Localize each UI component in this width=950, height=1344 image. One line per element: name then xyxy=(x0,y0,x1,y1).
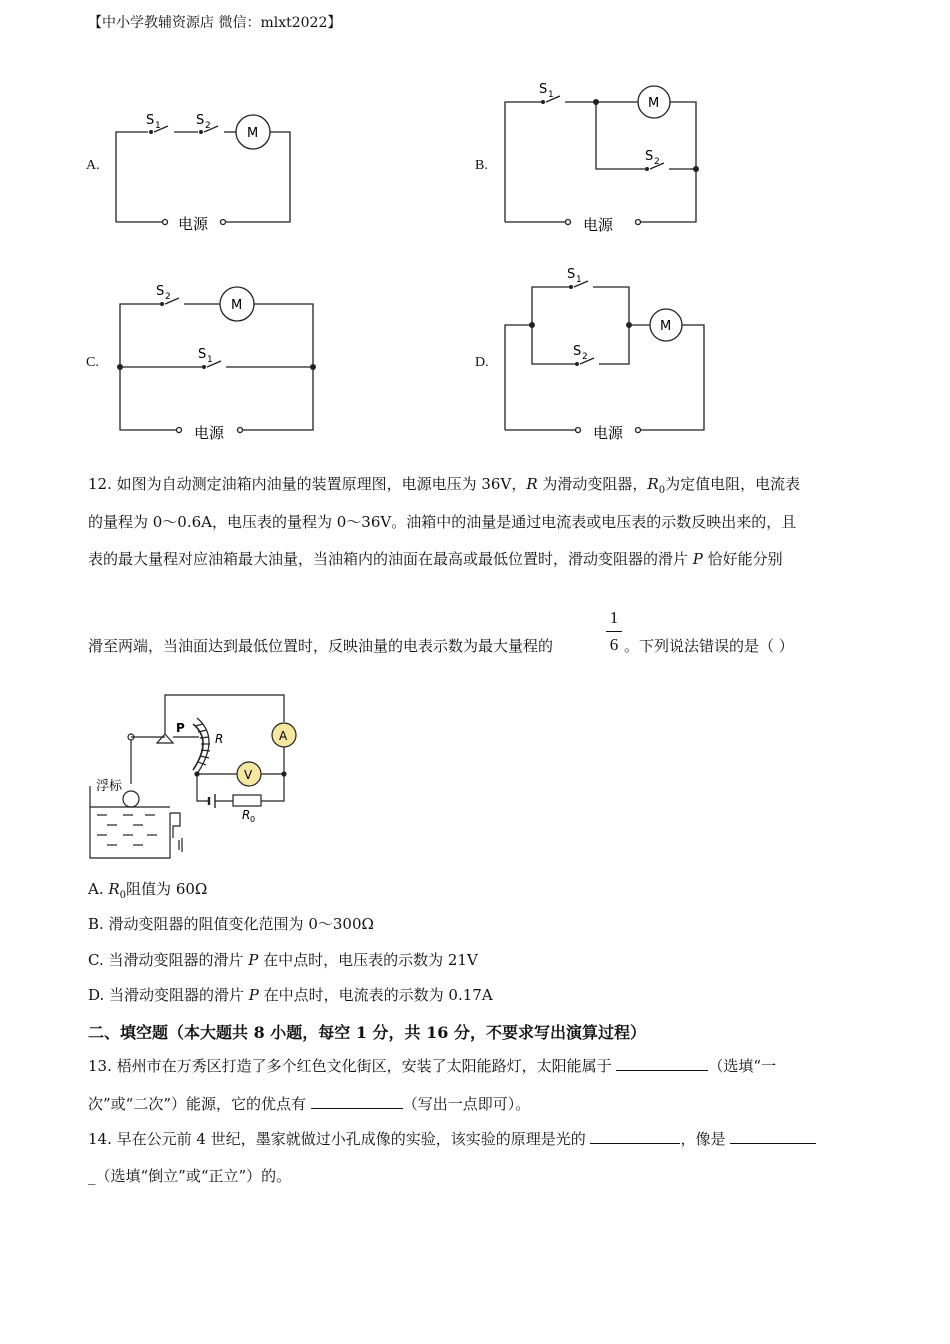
fraction-one-sixth: 1 6 xyxy=(606,608,622,655)
circuit-c-diagram xyxy=(110,280,325,445)
fig-label-r: R xyxy=(215,732,224,746)
circuit-b-s2: S xyxy=(645,149,654,164)
q14-line1: 14. 早在公元前 4 世纪，墨家就做过小孔成像的实验，该实验的原理是光的 ，像是 xyxy=(88,1129,816,1149)
circuit-a-s1: S xyxy=(146,113,155,128)
circuit-c-power: 电源 xyxy=(194,424,225,442)
circuit-d-label: D. xyxy=(475,355,489,370)
page-header: 【中小学教辅资源店 微信：mlxt2022】 xyxy=(88,15,342,31)
q13-line2: 次”或“二次”）能源，它的优点有 （写出一点即可）。 xyxy=(88,1095,531,1113)
circuit-c-motor: M xyxy=(231,298,243,313)
q12-line1: 12. 如图为自动测定油箱内油量的装置原理图，电源电压为 36V，R 为滑动变阻器，$R_0$为定值电阻，电流表 xyxy=(88,475,801,496)
svg-text:1: 1 xyxy=(548,90,554,100)
section-2-heading: 二、填空题（本大题共 8 小题，每空 1 分，共 16 分，不要求写出演算过程） xyxy=(88,1023,646,1042)
circuit-a-diagram xyxy=(100,100,300,240)
circuit-b-diagram xyxy=(495,75,715,240)
option-d: D. 当滑动变阻器的滑片 P 在中点时，电流表的示数为 0.17A xyxy=(88,986,493,1004)
circuit-c-label: C. xyxy=(86,355,99,370)
circuit-a-power: 电源 xyxy=(178,215,209,233)
option-c: C. 当滑动变阻器的滑片 P 在中点时，电压表的示数为 21V xyxy=(88,951,478,969)
circuit-d-s2: S xyxy=(573,344,582,359)
circuit-c-s1: S xyxy=(198,347,207,362)
q13-line1: 13. 梧州市在万秀区打造了多个红色文化街区，安装了太阳能路灯，太阳能属于 （选填“一 xyxy=(88,1057,777,1075)
circuit-a-label: A. xyxy=(86,158,100,173)
q12-line4a: 滑至两端，当油面达到最低位置时，反映油量的电表示数为最大量程的 xyxy=(88,637,554,655)
voltmeter-label: V xyxy=(244,768,253,782)
svg-text:1: 1 xyxy=(155,121,161,131)
fig-label-p: P xyxy=(176,721,185,735)
svg-text:1: 1 xyxy=(207,355,213,365)
svg-text:2: 2 xyxy=(582,352,588,362)
svg-text:1: 1 xyxy=(576,275,582,285)
option-b: B. 滑动变阻器的阻值变化范围为 0～300Ω xyxy=(88,915,374,933)
circuit-d-power: 电源 xyxy=(593,424,624,442)
fuel-gauge-figure xyxy=(85,688,310,866)
fig-label-r0: R xyxy=(242,808,251,822)
circuit-d-s1: S xyxy=(567,267,576,282)
svg-text:2: 2 xyxy=(654,157,660,167)
svg-text:2: 2 xyxy=(205,121,211,131)
circuit-d-diagram xyxy=(495,260,720,445)
circuit-b-label: B. xyxy=(475,158,488,173)
q13-blank-2[interactable] xyxy=(311,1094,403,1109)
option-a: A. $R_0$阻值为 60Ω xyxy=(88,880,208,901)
circuit-a-motor: M xyxy=(247,126,259,141)
q14-blank-2[interactable] xyxy=(730,1129,816,1144)
q13-blank-1[interactable] xyxy=(616,1056,708,1071)
q14-line2: _（选填“倒立”或“正立”）的。 xyxy=(88,1167,292,1185)
float-label: 浮标 xyxy=(96,779,123,794)
circuit-d-motor: M xyxy=(660,319,672,334)
q12-line3: 表的最大量程对应油箱最大油量，当油箱内的油面在最高或最低位置时，滑动变阻器的滑片 P 恰好能分别 xyxy=(88,550,783,568)
svg-text:2: 2 xyxy=(165,292,171,302)
circuit-b-power: 电源 xyxy=(583,216,614,234)
ammeter-label: A xyxy=(279,729,288,743)
q14-blank-1[interactable] xyxy=(590,1129,680,1144)
circuit-b-motor: M xyxy=(648,96,660,111)
circuit-a-s2: S xyxy=(196,113,205,128)
q12-line2: 的量程为 0～0.6A，电压表的量程为 0～36V。油箱中的油量是通过电流表或电压表的示数反映出来的，且 xyxy=(88,513,797,531)
circuit-b-s1: S xyxy=(539,82,548,97)
svg-text:0: 0 xyxy=(250,815,256,824)
circuit-c-s2: S xyxy=(156,284,165,299)
q12-line4b: 。下列说法错误的是（ ） xyxy=(624,637,794,655)
